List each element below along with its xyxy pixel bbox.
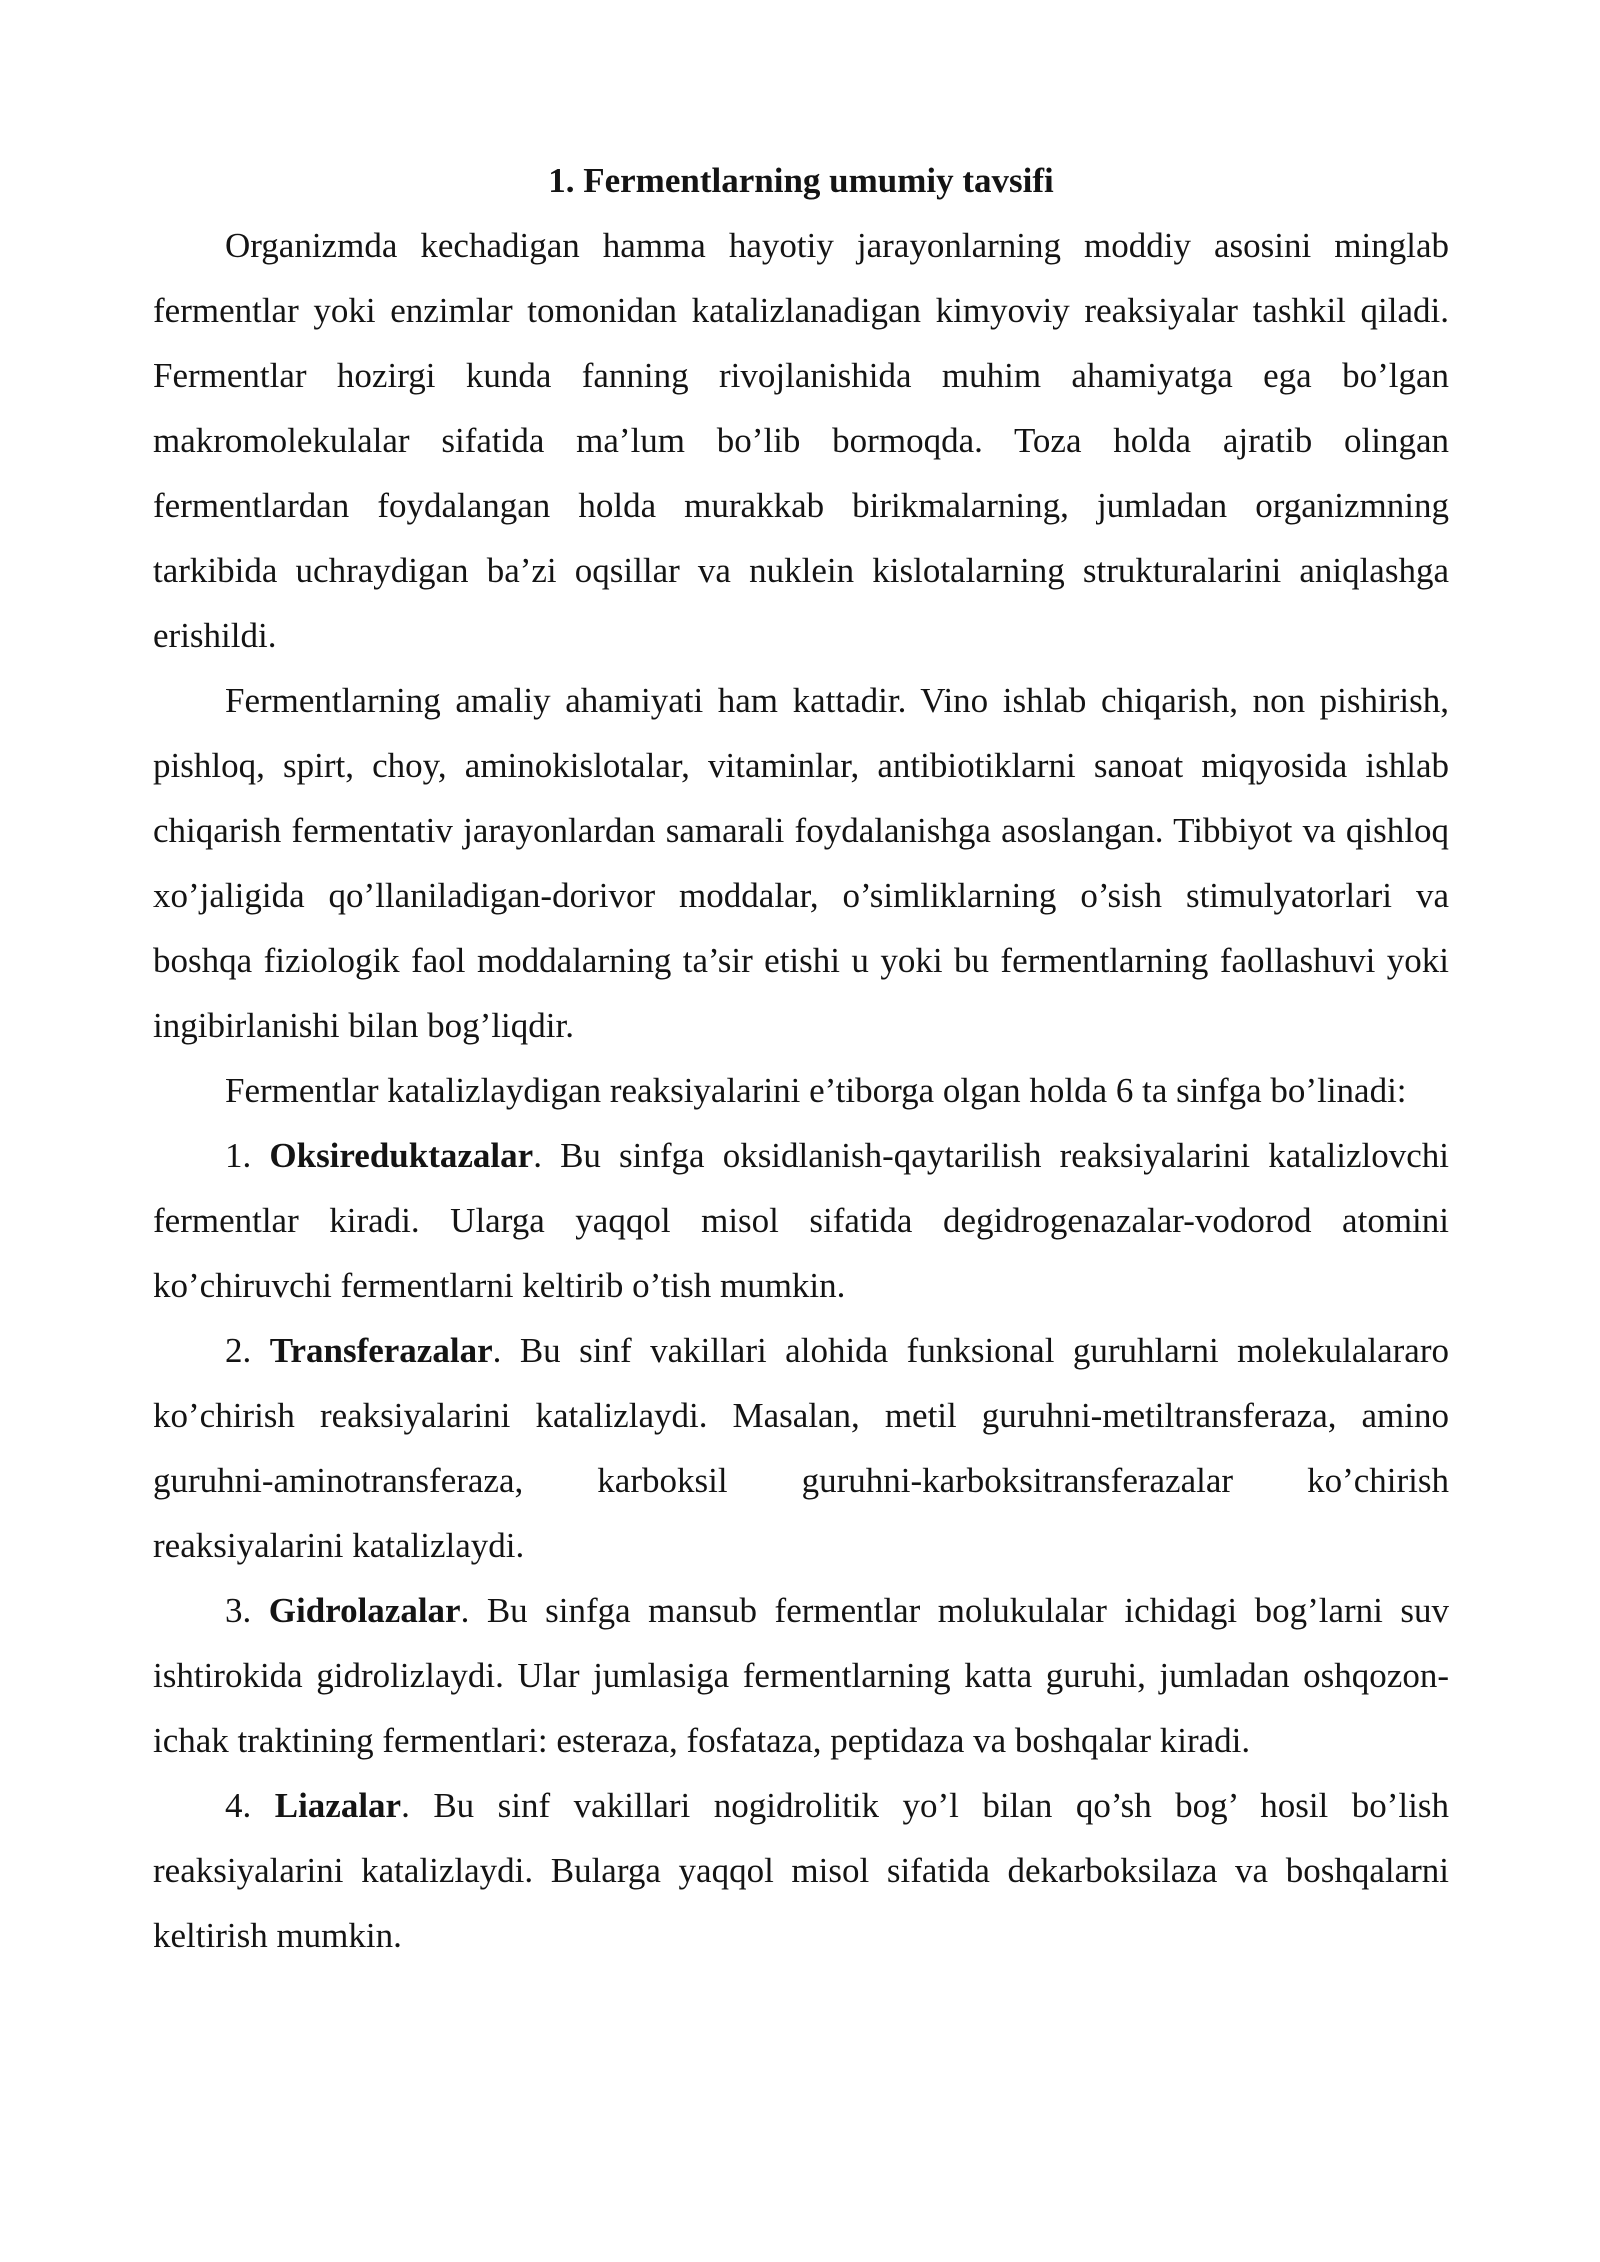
class-number: 4. — [225, 1786, 252, 1825]
document-body — [153, 148, 1449, 1968]
paragraph-intro: Organizmda kechadigan hamma hayotiy jarayonlarning moddiy asosini minglab fermentlar yoki enzimlar tomonidan katalizlanadigan kimyoviy reaksiyalar tashkil qiladi. Fermentlar hozirgi kunda fanning rivojlanishida muhim ahamiyatga ega bo’lgan makromolekulalar sifatida ma’lum bo’lib bormoqda. Toza holda ajratib olingan fermentlardan foydalangan holda murakkab birikmalarning, jumladan organizmning tarkibida uchraydigan ba’zi oqsillar va nuklein kislotalarning strukturalarini aniqlashga erishildi. — [153, 226, 1449, 655]
class-number: 2. — [225, 1331, 252, 1370]
class-description: . Bu sinfga mansub fermentlar molukulalar ichidagi bog’larni suv ishtirokida gidrolizlaydi. Ular jumlasiga fermentlarning katta guruhi, jumladan oshqozon-ichak traktining fermentlari: esteraza, fosfataza, peptidaza va boshqalar kiradi. — [153, 1591, 1450, 1760]
class-item-oksireduktazalar — [153, 1123, 1449, 1318]
class-number: 1. — [225, 1136, 252, 1175]
paragraph-classification: Fermentlar katalizlaydigan reaksiyalarini e’tiborga olgan holda 6 ta sinfga bo’linadi: — [225, 1071, 1407, 1110]
class-term: Liazalar — [274, 1786, 402, 1825]
class-term: Oksireduktazalar — [269, 1136, 534, 1175]
class-number: 3. — [225, 1591, 252, 1630]
class-term: Gidrolazalar — [268, 1591, 461, 1630]
class-description: . Bu sinfga oksidlanish-qaytarilish reaksiyalarini katalizlovchi fermentlar kiradi. Ularga yaqqol misol sifatida degidrogenazalar-vodorod atomini ko’chiruvchi fermentlarni keltirib o’tish mumkin. — [153, 1136, 1450, 1305]
class-description: . Bu sinf vakillari nogidrolitik yo’l bilan qo’sh bog’ hosil bo’lish reaksiyalarini katalizlaydi. Bularga yaqqol misol sifatida dekarboksilaza va boshqalarni keltirish mumkin. — [153, 1786, 1449, 1955]
class-term: Transferazalar — [269, 1331, 493, 1370]
class-item-transferazalar — [153, 1318, 1449, 1578]
section-title: 1. Fermentlarning umumiy tavsifi — [548, 161, 1054, 200]
class-item-gidrolazalar — [153, 1578, 1449, 1773]
class-item-liazalar — [153, 1773, 1449, 1968]
class-description: . Bu sinf vakillari alohida funksional guruhlarni molekulalararo ko’chirish reaksiyalarini katalizlaydi. Masalan, metil guruhni-metiltransferaza, amino guruhni-aminotransferaza, karboksil guruhni-karboksitransferazalar ko’chirish reaksiyalarini katalizlaydi. — [153, 1331, 1449, 1565]
paragraph-practical: Fermentlarning amaliy ahamiyati ham kattadir. Vino ishlab chiqarish, non pishirish, pishloq, spirt, choy, aminokislotalar, vitaminlar, antibiotiklarni sanoat miqyosida ishlab chiqarish fermentativ jarayonlardan samarali foydalanishga asoslangan. Tibbiyot va qishloq xo’jaligida qo’llaniladigan-dorivor moddalar, o’simliklarning o’sish stimulyatorlari va boshqa fiziologik faol moddalarning ta’sir etishi u yoki bu fermentlarning faollashuvi yoki ingibirlanishi bilan bog’liqdir. — [153, 681, 1449, 1045]
